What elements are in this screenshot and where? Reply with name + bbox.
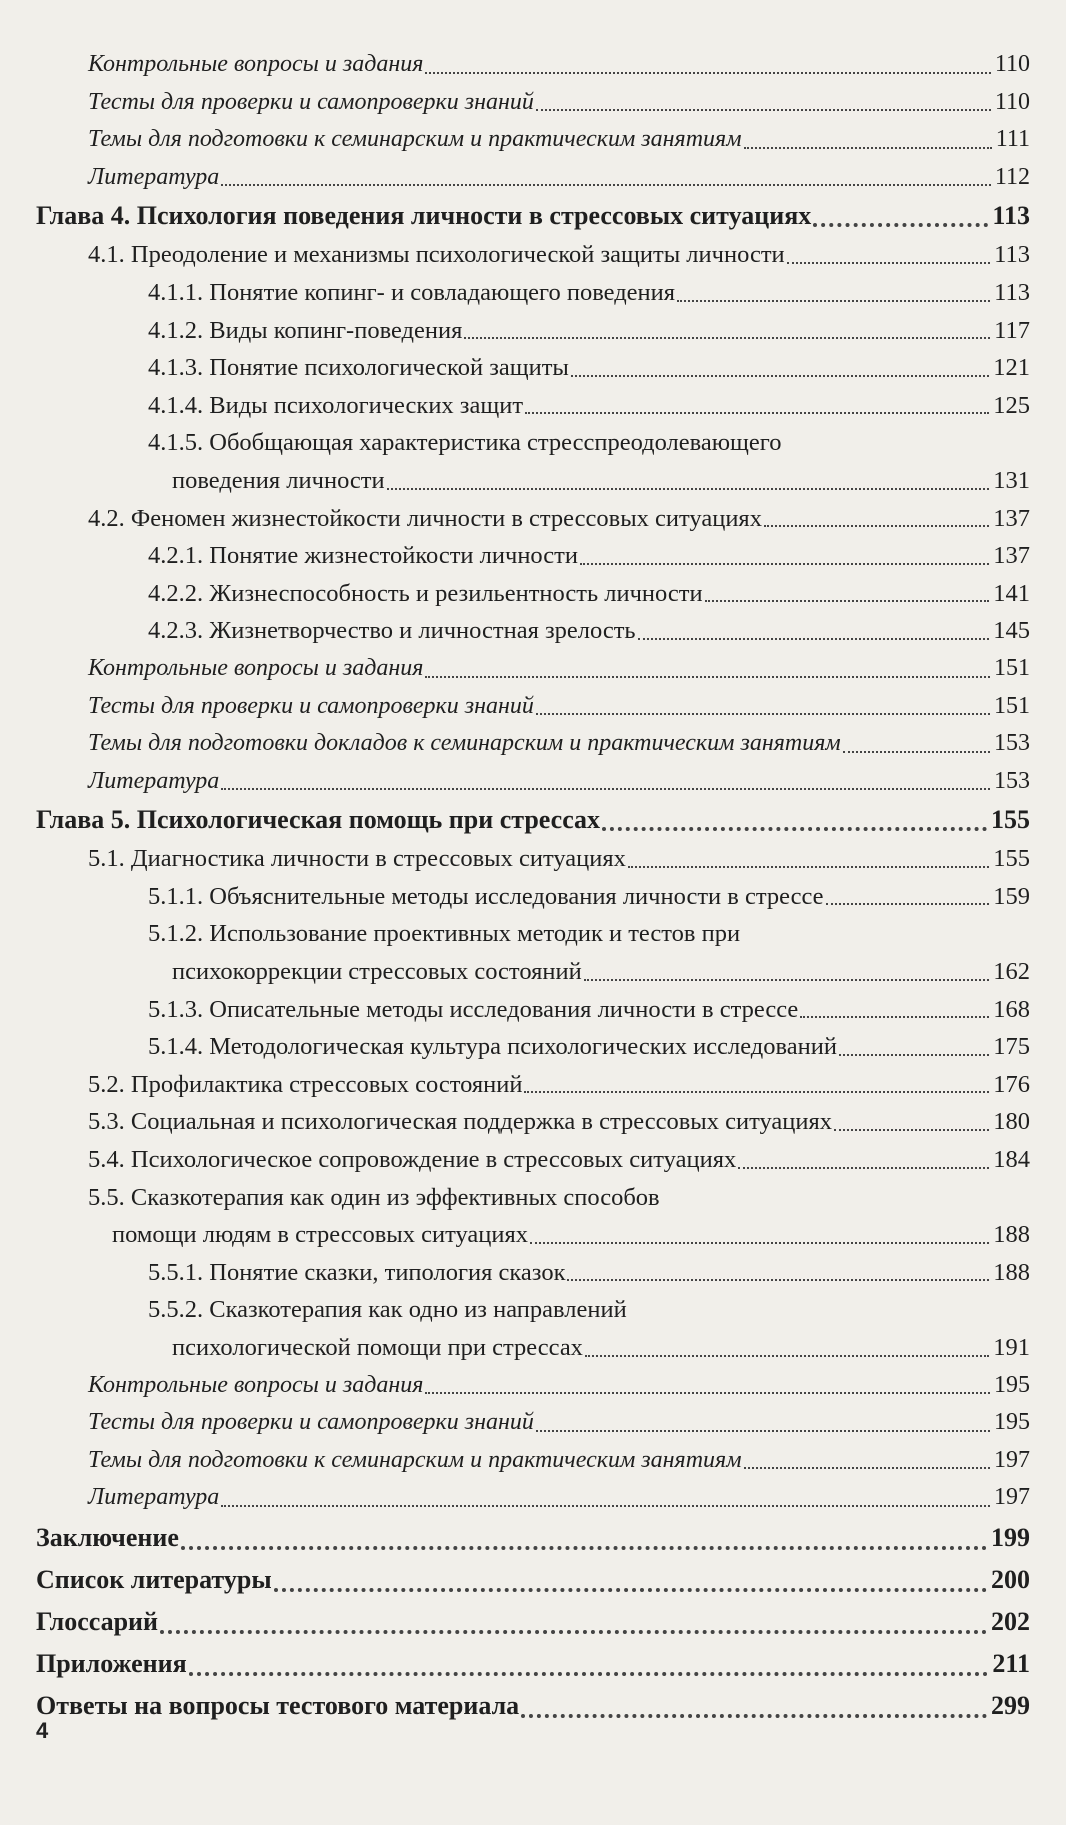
toc-entry-text: Литература xyxy=(88,767,220,794)
toc-entry xyxy=(0,500,1066,538)
toc-entry-title xyxy=(148,274,994,312)
toc-entry-page: 155 xyxy=(991,805,1030,835)
toc-entry-title xyxy=(88,650,994,688)
toc-entry-multiline xyxy=(148,1291,993,1366)
dot-leader xyxy=(813,223,988,227)
toc-entry-line1: 5.1.2. Использование проективных методик и тестов при xyxy=(148,920,741,948)
toc-entry-page: 110 xyxy=(994,88,1030,115)
toc-entry-title xyxy=(36,1517,991,1559)
dot-leader xyxy=(221,1505,990,1507)
toc-entry-text: Контрольные вопросы и задания xyxy=(88,654,424,681)
toc-entry-text: Глоссарий xyxy=(36,1606,159,1636)
dot-leader xyxy=(585,1355,989,1357)
dot-leader xyxy=(160,1630,987,1634)
toc-entry xyxy=(0,46,1066,84)
dot-leader xyxy=(744,147,992,149)
toc-entry-text: Ответы на вопросы тестового материала xyxy=(36,1690,520,1720)
toc-entry xyxy=(0,1254,1066,1292)
toc-entry-title xyxy=(88,121,996,159)
dot-leader xyxy=(189,1672,989,1676)
dot-leader xyxy=(387,488,990,490)
dot-leader xyxy=(705,600,990,602)
toc-entry-page: 113 xyxy=(994,241,1030,269)
dot-leader xyxy=(536,1430,990,1432)
toc-entry-title xyxy=(36,1685,991,1727)
toc-entry-title xyxy=(148,991,993,1029)
toc-entry-page: 197 xyxy=(994,1484,1030,1511)
toc-entry xyxy=(0,1028,1066,1066)
toc-entry-text: Тесты для проверки и самопроверки знаний xyxy=(88,88,534,115)
toc-entry-title xyxy=(88,1141,993,1179)
toc-entry-title xyxy=(148,424,993,499)
toc-entry xyxy=(0,1291,1066,1366)
toc-entry xyxy=(0,840,1066,878)
toc-entry-multiline xyxy=(148,915,993,990)
toc-entry xyxy=(0,349,1066,387)
dot-leader xyxy=(638,638,990,640)
toc-entry xyxy=(0,1643,1066,1685)
toc-entry-title xyxy=(88,1066,993,1104)
toc-entry-title xyxy=(148,537,993,575)
dot-leader xyxy=(580,563,989,565)
toc-entry-text: Темы для подготовки докладов к семинарским и практическим занятиям xyxy=(88,730,841,757)
toc-entry-title xyxy=(148,387,993,425)
toc-entry-page: 299 xyxy=(991,1690,1030,1720)
toc-entry-text: 5.1.3. Описательные методы исследования личности в стрессе xyxy=(148,995,799,1023)
toc-entry xyxy=(0,1404,1066,1442)
toc-entry-text: Приложения xyxy=(36,1648,187,1678)
toc-entry-line2-wrap xyxy=(148,462,993,500)
toc-entry-text: Контрольные вопросы и задания xyxy=(88,1371,424,1398)
toc-entry-text: Контрольные вопросы и задания xyxy=(88,51,424,77)
toc-entry-line1: 5.5.2. Сказкотерапия как одно из направлений xyxy=(148,1296,627,1324)
toc-entry xyxy=(0,915,1066,990)
dot-leader xyxy=(181,1546,987,1550)
toc-entry-page: 153 xyxy=(994,767,1030,794)
toc-entry-page: 195 xyxy=(994,1371,1030,1398)
toc-entry-title xyxy=(88,1404,994,1442)
toc-entry xyxy=(0,991,1066,1029)
toc-entry xyxy=(0,1685,1066,1727)
toc-entry-page: 188 xyxy=(993,1221,1030,1249)
toc-entry-page: 110 xyxy=(994,51,1030,77)
toc-entry-text: 4.2.3. Жизнетворчество и личностная зрелость xyxy=(148,617,636,645)
toc-entry-title xyxy=(88,688,994,726)
toc-entry xyxy=(0,387,1066,425)
toc-entry-title xyxy=(88,1442,994,1480)
dot-leader xyxy=(425,676,990,678)
dot-leader xyxy=(744,1467,990,1469)
toc-entry-page: 113 xyxy=(992,201,1030,231)
toc-entry xyxy=(0,274,1066,312)
toc-entry-text: 4.2. Феномен жизнестойкости личности в стрессовых ситуациях xyxy=(88,504,762,532)
toc-entry-text: 5.3. Социальная и психологическая поддержка в стрессовых ситуациях xyxy=(88,1108,833,1136)
dot-leader xyxy=(425,1392,990,1394)
toc-entry-title xyxy=(148,612,993,650)
toc-entry-line1: 5.5. Сказкотерапия как один из эффективных способов xyxy=(88,1183,660,1211)
toc-entry-line2: психокоррекции стрессовых состояний xyxy=(172,958,582,986)
toc-entry xyxy=(0,1442,1066,1480)
toc-entry-line2-wrap xyxy=(148,1329,993,1367)
toc-entry-page: 199 xyxy=(991,1522,1030,1552)
toc-entry-text: 5.2. Профилактика стрессовых состояний xyxy=(88,1070,523,1098)
dot-leader xyxy=(524,1091,989,1093)
page-number: 4 xyxy=(36,1718,49,1743)
dot-leader xyxy=(602,827,987,831)
toc-entry-title xyxy=(88,46,995,84)
toc-entry xyxy=(0,424,1066,499)
toc-entry-text: 5.1. Диагностика личности в стрессовых ситуациях xyxy=(88,845,626,873)
dot-leader xyxy=(834,1129,989,1131)
toc-entry-text: Тесты для проверки и самопроверки знаний xyxy=(88,1409,534,1436)
toc-entry-page: 112 xyxy=(994,163,1030,190)
toc-entry-title xyxy=(88,159,995,197)
toc-entry-title xyxy=(88,763,994,801)
toc-entry-title xyxy=(88,1479,994,1517)
toc-entry-text: Темы для подготовки к семинарским и практическим занятиям xyxy=(88,126,742,153)
toc-entry xyxy=(0,159,1066,197)
dot-leader xyxy=(571,375,989,377)
toc-entry-title xyxy=(148,312,994,350)
dot-leader xyxy=(221,184,991,186)
toc-entry-page: 188 xyxy=(993,1258,1030,1286)
toc-entry-page: 131 xyxy=(993,466,1030,494)
toc-entry-page: 155 xyxy=(993,845,1030,873)
toc-entry xyxy=(0,1479,1066,1517)
toc-entry xyxy=(0,612,1066,650)
toc-entry-title xyxy=(36,196,992,236)
toc-entry-line2: поведения личности xyxy=(172,466,385,494)
toc-entry-page: 137 xyxy=(993,504,1030,532)
toc-entry-page: 200 xyxy=(991,1564,1030,1594)
toc-entry-page: 211 xyxy=(992,1648,1030,1678)
dot-leader xyxy=(521,1714,987,1718)
toc-entry xyxy=(0,688,1066,726)
toc-entry-page: 191 xyxy=(993,1334,1030,1361)
toc-entry xyxy=(0,763,1066,801)
toc-entry xyxy=(0,1601,1066,1643)
toc-entry-title xyxy=(148,1254,993,1292)
toc-entry-text: 5.4. Психологическое сопровождение в стрессовых ситуациях xyxy=(88,1146,737,1174)
toc-entry xyxy=(0,196,1066,236)
toc-entry xyxy=(0,800,1066,840)
toc-entry-text: 4.1.1. Понятие копинг- и совладающего поведения xyxy=(148,278,676,306)
toc-entry-page: 184 xyxy=(993,1146,1030,1174)
toc-entry-text: 5.5.1. Понятие сказки, типология сказок xyxy=(148,1258,566,1286)
toc-entry-text: 5.1.1. Объяснительные методы исследования личности в стрессе xyxy=(148,882,824,910)
toc-entry-title xyxy=(148,878,993,916)
toc-entry-page: 151 xyxy=(994,654,1030,681)
toc-entry-text: 4.1.3. Понятие психологической защиты xyxy=(148,354,569,382)
toc-entry-title xyxy=(148,915,993,990)
toc-entry xyxy=(0,1141,1066,1179)
toc-entry-page: 117 xyxy=(994,316,1030,344)
dot-leader xyxy=(826,903,990,905)
toc-entry xyxy=(0,1367,1066,1405)
toc-entry xyxy=(0,121,1066,159)
toc-entry-line2: помощи людям в стрессовых ситуациях xyxy=(112,1221,529,1249)
dot-leader xyxy=(764,525,989,527)
toc-entry-text: Тесты для проверки и самопроверки знаний xyxy=(88,692,534,719)
dot-leader xyxy=(464,337,990,339)
toc-entry-text: Литература xyxy=(88,163,220,190)
toc-entry-page: 202 xyxy=(991,1606,1030,1636)
toc-entry-text: 4.1.2. Виды копинг-поведения xyxy=(148,316,463,344)
toc-entry xyxy=(0,1066,1066,1104)
dot-leader xyxy=(536,713,990,715)
toc-entry-title xyxy=(36,1601,991,1643)
toc-entry-page: 180 xyxy=(993,1108,1030,1136)
dot-leader xyxy=(677,300,990,302)
toc-entry-page: 159 xyxy=(993,882,1030,910)
toc-entry xyxy=(0,1517,1066,1559)
toc-entry-text: Темы для подготовки к семинарским и практическим занятиям xyxy=(88,1446,742,1473)
toc-entry-page: 111 xyxy=(995,126,1030,153)
toc-entry-title xyxy=(148,1291,993,1366)
toc-entry-page: 153 xyxy=(994,730,1030,757)
toc-entry-page: 145 xyxy=(993,617,1030,645)
toc-entry xyxy=(0,575,1066,613)
toc-entry-page: 162 xyxy=(993,958,1030,986)
table-of-contents xyxy=(0,46,1066,1727)
toc-entry-title xyxy=(88,725,994,763)
toc-entry-title xyxy=(36,1559,991,1601)
toc-entry-title xyxy=(88,840,993,878)
toc-entry xyxy=(0,1103,1066,1141)
toc-entry-page: 125 xyxy=(993,391,1030,419)
toc-entry-line1: 4.1.5. Обобщающая характеристика стресспреодолевающего xyxy=(148,429,782,457)
toc-entry-text: Глава 5. Психологическая помощь при стрессах xyxy=(36,805,601,835)
toc-entry-line2: психологической помощи при стрессах xyxy=(172,1334,583,1361)
dot-leader xyxy=(530,1242,989,1244)
toc-entry xyxy=(0,1179,1066,1254)
toc-entry-text: Заключение xyxy=(36,1522,179,1552)
toc-entry-text: Литература xyxy=(88,1484,220,1511)
dot-leader xyxy=(221,788,990,790)
toc-entry xyxy=(0,537,1066,575)
toc-entry-title xyxy=(88,84,995,122)
toc-entry-text: 4.2.1. Понятие жизнестойкости личности xyxy=(148,542,578,570)
toc-entry-line2-wrap xyxy=(148,953,993,991)
toc-entry-title xyxy=(88,1179,993,1254)
toc-entry-title xyxy=(36,1643,992,1685)
dot-leader xyxy=(628,866,989,868)
toc-entry-page: 151 xyxy=(994,692,1030,719)
toc-entry-page: 168 xyxy=(993,995,1030,1023)
toc-entry-title xyxy=(88,1367,994,1405)
dot-leader xyxy=(787,262,991,264)
toc-entry xyxy=(0,1559,1066,1601)
toc-entry-page: 197 xyxy=(994,1446,1030,1473)
toc-entry-title xyxy=(88,500,993,538)
toc-entry xyxy=(0,878,1066,916)
dot-leader xyxy=(536,109,991,111)
dot-leader xyxy=(843,751,990,753)
toc-entry-page: 121 xyxy=(993,354,1030,382)
toc-entry-text: 4.2.2. Жизнеспособность и резильентность личности xyxy=(148,579,703,607)
toc-entry-title xyxy=(88,236,994,274)
toc-entry-page: 176 xyxy=(993,1070,1030,1098)
dot-leader xyxy=(274,1588,987,1592)
toc-entry-text: 5.1.4. Методологическая культура психологических исследований xyxy=(148,1033,837,1061)
dot-leader xyxy=(525,412,989,414)
toc-entry-title xyxy=(88,1103,993,1141)
toc-entry-text: Список литературы xyxy=(36,1564,272,1594)
dot-leader xyxy=(584,979,990,981)
toc-entry-page: 141 xyxy=(993,579,1030,607)
toc-entry xyxy=(0,650,1066,688)
toc-entry-text: 4.1.4. Виды психологических защит xyxy=(148,391,524,419)
toc-entry-title xyxy=(148,575,993,613)
toc-entry-page: 175 xyxy=(993,1033,1030,1061)
toc-entry xyxy=(0,312,1066,350)
dot-leader xyxy=(425,72,990,74)
toc-entry-page: 195 xyxy=(994,1409,1030,1436)
toc-entry-page: 137 xyxy=(993,542,1030,570)
toc-entry-title xyxy=(36,800,991,840)
dot-leader xyxy=(567,1279,989,1281)
toc-entry-title xyxy=(148,349,993,387)
toc-entry-multiline xyxy=(148,424,993,499)
toc-entry-text: Глава 4. Психология поведения личности в стрессовых ситуациях xyxy=(36,201,812,231)
toc-entry-page: 113 xyxy=(994,278,1030,306)
toc-entry xyxy=(0,725,1066,763)
dot-leader xyxy=(839,1054,989,1056)
toc-entry-line2-wrap xyxy=(88,1216,993,1254)
toc-entry-multiline xyxy=(88,1179,993,1254)
toc-entry xyxy=(0,236,1066,274)
toc-entry-title xyxy=(148,1028,993,1066)
toc-entry xyxy=(0,84,1066,122)
dot-leader xyxy=(738,1167,989,1169)
dot-leader xyxy=(800,1016,989,1018)
toc-entry-text: 4.1. Преодоление и механизмы психологической защиты личности xyxy=(88,241,785,269)
